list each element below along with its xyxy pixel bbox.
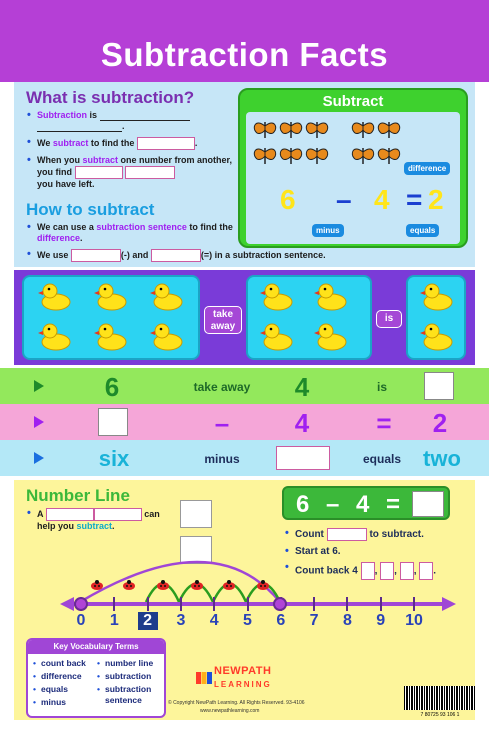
blank-number[interactable]	[46, 508, 94, 521]
tick-label: 10	[405, 612, 423, 629]
row3-b: minus	[204, 452, 240, 466]
fill-line-2[interactable]	[37, 122, 122, 132]
word-difference: difference	[37, 233, 81, 243]
text-we-use: We use	[37, 249, 69, 260]
eq-n2: 4	[374, 184, 390, 215]
tick-mark	[346, 597, 348, 611]
butterfly-icon	[304, 118, 330, 140]
blank-count-4[interactable]	[419, 562, 433, 580]
hop-count-box-1[interactable]	[180, 500, 212, 528]
tick-mark	[247, 597, 249, 611]
tick-mark	[180, 597, 182, 611]
word-subtract-2: subtract	[82, 155, 119, 165]
vocab-term: • equals	[32, 684, 86, 695]
start-dot	[74, 597, 88, 611]
blank-line[interactable]	[94, 508, 142, 521]
eq-result: 2	[428, 184, 444, 215]
tag-difference: difference	[404, 162, 450, 175]
step-3: • Count back 4 , , , .	[284, 562, 474, 580]
text-to-find: to find the	[88, 137, 135, 148]
duck-icon	[38, 321, 72, 351]
butterfly-icon	[350, 144, 376, 166]
word-subtraction: Subtraction	[37, 110, 88, 120]
duck-icon	[150, 321, 184, 351]
duck-panel-4	[246, 275, 372, 360]
tick-mark	[213, 597, 215, 611]
word-subtract: subtract	[52, 137, 89, 148]
tick-mark	[380, 597, 382, 611]
ladybug-icon	[156, 580, 170, 590]
text-we-can: We can use a	[37, 222, 97, 232]
tick-mark	[113, 597, 115, 611]
row3-answer-box[interactable]	[276, 446, 330, 470]
steps-list	[284, 528, 474, 585]
tick-label: 4	[209, 612, 219, 629]
text-count-back-4: Count back 4	[295, 565, 358, 577]
what-bullet-1: • Subtraction is .	[26, 110, 238, 132]
nl-bullet-1: • A can help you subtract.	[26, 508, 186, 532]
eqbox-n1: 6	[296, 491, 310, 518]
vocab-term: • minus	[32, 697, 86, 708]
butterfly-icon	[252, 118, 278, 140]
duck-icon	[314, 281, 348, 311]
blank-count-2[interactable]	[380, 562, 394, 580]
tick-mark	[313, 597, 315, 611]
duck-icon	[314, 321, 348, 351]
duck-panel-2	[406, 275, 466, 360]
tick-label: 8	[342, 612, 352, 629]
number-line-heading: Number Line	[26, 486, 130, 505]
row1-b: take away	[193, 380, 251, 394]
tick-mark	[147, 597, 149, 611]
tick-label: 6	[276, 612, 286, 629]
number-line-bullets	[26, 508, 186, 537]
text-is: is	[87, 110, 98, 120]
row-words	[0, 440, 489, 476]
what-bullets	[26, 110, 238, 195]
barcode-number: 7 80725 93 106 1	[420, 712, 460, 718]
how-bullet-2	[26, 249, 386, 262]
tick-label: 3	[176, 612, 186, 629]
butterfly-icon	[278, 144, 304, 166]
play-arrow-icon	[34, 452, 44, 464]
play-arrow-icon	[34, 380, 44, 392]
how-heading: How to subtract	[26, 200, 155, 219]
butterfly-icon	[252, 144, 278, 166]
what-bullet-3	[26, 155, 238, 190]
tick-mark	[413, 597, 415, 611]
blank-difference[interactable]	[137, 137, 195, 150]
row2-d: =	[376, 408, 392, 438]
row1-answer-box[interactable]	[424, 372, 454, 400]
tick-label: 1	[109, 612, 119, 629]
row-minus	[0, 404, 489, 440]
vocab-heading: Key Vocabulary Terms	[28, 640, 164, 654]
website-url: www.newpathlearning.com	[200, 708, 260, 714]
end-dot	[273, 597, 287, 611]
tag-minus: minus	[312, 224, 344, 237]
row2-b: –	[214, 408, 230, 438]
blank-back[interactable]	[327, 528, 367, 541]
vocab-term: • count back	[32, 658, 86, 669]
vocab-col-2	[96, 658, 166, 708]
text-in-sentence: (=) in a subtraction sentence.	[200, 249, 326, 260]
vocab-col-1	[32, 658, 86, 710]
text-we: We	[37, 137, 53, 148]
butterfly-icon	[304, 144, 330, 166]
blank-how[interactable]	[75, 166, 123, 179]
arrow-right-icon	[440, 595, 458, 613]
text-can: can	[144, 508, 160, 519]
duck-icon	[38, 281, 72, 311]
duck-icon	[420, 281, 454, 311]
butterfly-icon	[278, 118, 304, 140]
word-subtraction-sentence: subtraction sentence	[96, 222, 187, 232]
page-title: Subtraction Facts	[100, 36, 389, 73]
vocab-box	[26, 638, 166, 718]
row3-a: six	[98, 446, 130, 471]
text-help-you: help you	[37, 521, 77, 531]
eqbox-eq: =	[386, 491, 401, 518]
blank-equals[interactable]	[151, 249, 201, 262]
eq-minus: –	[336, 184, 352, 215]
ladybug-icon	[256, 580, 270, 590]
tick-label-highlight: 2	[138, 612, 158, 630]
logo-learning: LEARNING	[214, 680, 272, 689]
duck-row	[14, 270, 475, 365]
blank-minus[interactable]	[71, 249, 121, 262]
tick-label: 7	[309, 612, 319, 629]
row2-c: 4	[294, 408, 310, 438]
newpath-logo-icon	[196, 670, 212, 686]
eqbox-minus: –	[326, 491, 340, 518]
duck-icon	[260, 281, 294, 311]
how-bullet-1: • We can use a subtraction sentence to find the difference.	[26, 222, 241, 244]
ladybug-icon	[222, 580, 236, 590]
tick-label: 0	[76, 612, 86, 629]
logo-newpath: NEWPATH	[214, 665, 272, 677]
row2-e: 2	[432, 408, 448, 438]
text-and: (-) and	[120, 249, 149, 260]
vocab-term: • subtraction	[96, 671, 166, 682]
text-to-subtract: to subtract.	[369, 529, 424, 541]
tick-label: 9	[376, 612, 386, 629]
what-heading: What is subtraction?	[26, 88, 195, 107]
barcode	[404, 686, 476, 710]
ladybug-icon	[90, 580, 104, 590]
row1-c: 4	[294, 372, 310, 402]
row2-start-box[interactable]	[98, 408, 128, 436]
butterfly-icon	[376, 144, 402, 166]
row-take-away	[0, 368, 489, 404]
text-left: you have left.	[37, 179, 95, 189]
text-one-number: one number from another, you find	[37, 155, 233, 177]
step-2: • Start at 6.	[284, 546, 474, 557]
subtract-inner	[246, 112, 460, 244]
row1-a: 6	[104, 372, 120, 402]
number-line	[72, 602, 444, 606]
text-to-find-the: to find the	[186, 222, 233, 232]
is-label: is	[376, 310, 402, 328]
text-when: When you	[37, 155, 83, 165]
duck-panel-6	[22, 275, 200, 360]
copyright: © Copyright NewPath Learning. All Rights Reserved. 93-4106	[168, 700, 305, 706]
fill-line-1[interactable]	[100, 111, 190, 121]
text-count: Count	[295, 529, 324, 541]
butterfly-icon	[376, 118, 402, 140]
take-away-label: take away	[204, 306, 242, 334]
tick-label: 5	[243, 612, 252, 629]
row1-d: is	[376, 380, 387, 394]
duck-icon	[94, 321, 128, 351]
step-1	[284, 528, 474, 541]
vocab-term: • subtraction sentence	[96, 684, 166, 706]
tag-equals: equals	[406, 224, 439, 237]
subtract-title: Subtract	[322, 93, 384, 110]
ladybug-icon	[190, 580, 204, 590]
eqbox-answer-box[interactable]	[412, 491, 444, 517]
duck-icon	[260, 321, 294, 351]
play-arrow-icon	[34, 416, 44, 428]
duck-icon	[150, 281, 184, 311]
subtract-box	[238, 88, 468, 248]
butterfly-icon	[350, 118, 376, 140]
row3-e: two	[423, 446, 461, 471]
blank-count-1[interactable]	[361, 562, 375, 580]
blank-much[interactable]	[125, 166, 175, 179]
eqbox-n2: 4	[356, 491, 370, 518]
duck-icon	[94, 281, 128, 311]
eq-n1: 6	[280, 184, 296, 215]
vocab-term: • number line	[96, 658, 166, 669]
eq-equals: =	[406, 184, 423, 215]
text-a: A	[37, 508, 44, 519]
vocab-term: • difference	[32, 671, 86, 682]
word-subtract-3: subtract	[76, 521, 113, 531]
duck-icon	[420, 321, 454, 351]
row3-d: equals	[362, 452, 401, 466]
equation-box	[282, 486, 450, 520]
ladybug-icon	[122, 580, 136, 590]
blank-count-3[interactable]	[400, 562, 414, 580]
what-bullet-2: • We subtract to find the .	[26, 137, 238, 150]
